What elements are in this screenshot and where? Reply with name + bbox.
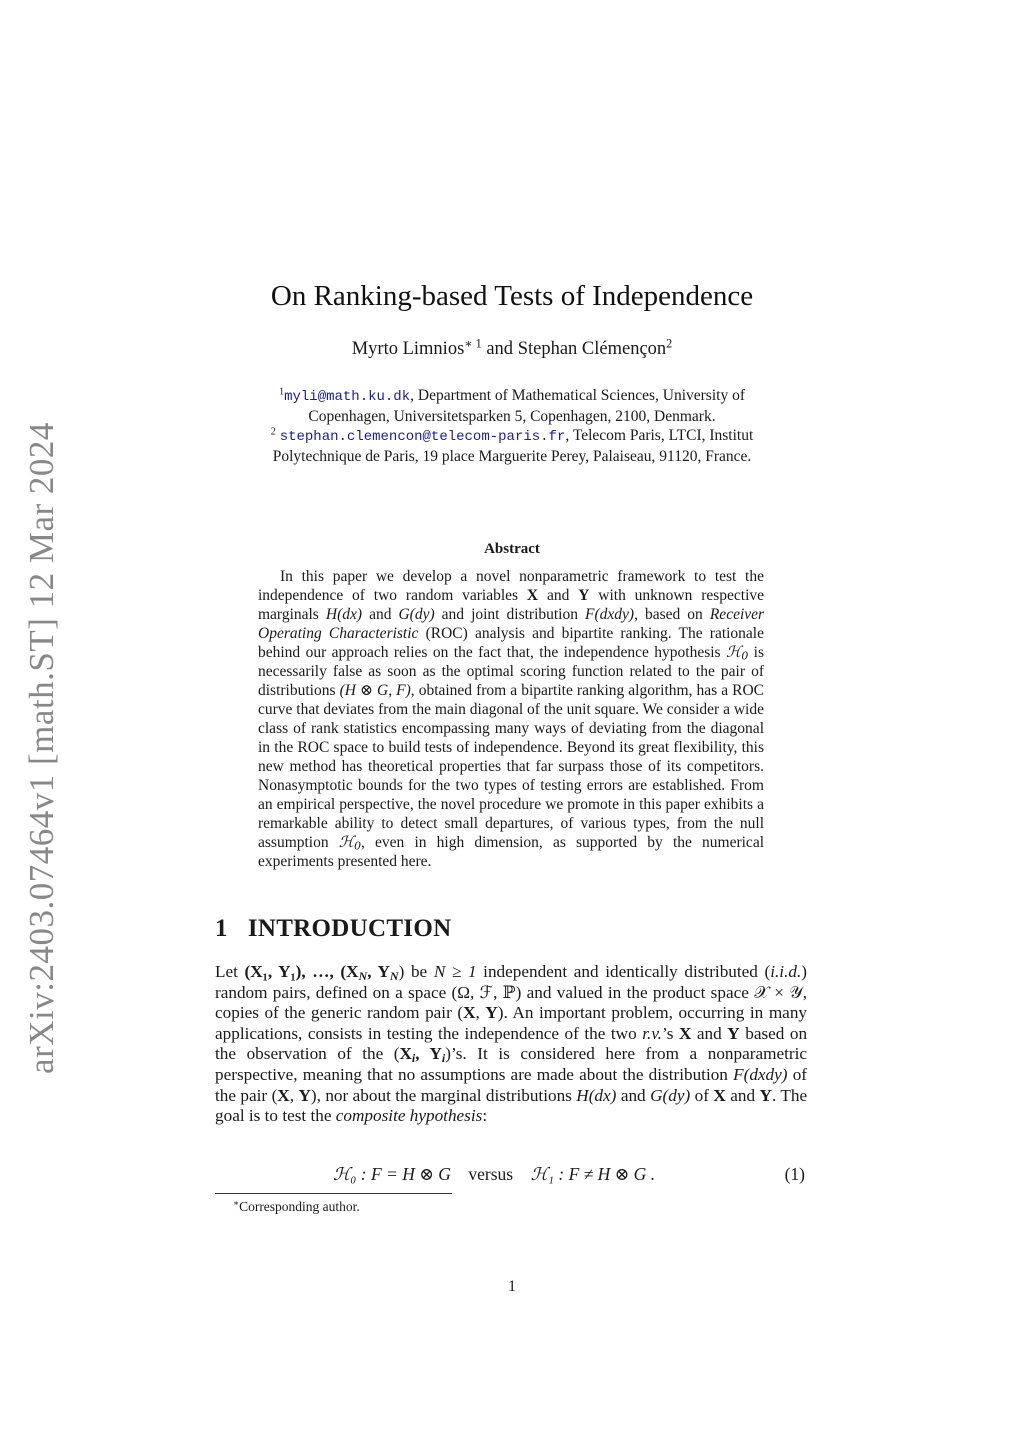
equation-number: (1) bbox=[784, 1164, 805, 1184]
intro-segment: of the pair ( bbox=[215, 1064, 808, 1105]
math-gdy: G(dy) bbox=[650, 1085, 691, 1105]
var-x: X bbox=[277, 1085, 290, 1105]
intro-segment: and bbox=[620, 1085, 646, 1105]
intro-segment: and bbox=[696, 1023, 722, 1043]
abstract-segment: and bbox=[546, 587, 570, 604]
affiliation-1-address: Copenhagen, Universitetsparken 5, Copenhagen, 2100, Denmark. bbox=[308, 408, 716, 425]
affiliation-2-email-link[interactable]: stephan.clemencon@telecom-paris.fr bbox=[279, 429, 566, 445]
author-line bbox=[0, 336, 1024, 360]
footnote-divider bbox=[215, 1193, 452, 1194]
affiliation-2 bbox=[212, 426, 812, 466]
abstract-segment: is necessarily false as soon as the optimal scoring function related to the pair of distributions bbox=[258, 644, 765, 699]
section-title: INTRODUCTION bbox=[247, 915, 452, 942]
intro-segment: ’s bbox=[661, 1023, 674, 1043]
math-n-ge-1: N ≥ 1 bbox=[433, 962, 477, 981]
abstract-segment: with unknown respective marginals bbox=[258, 587, 765, 623]
intro-segment: : bbox=[482, 1106, 488, 1126]
math-h0 bbox=[339, 833, 361, 851]
abstract-segment: , obtained from a bipartite ranking algorithm, has a ROC curve that deviates from the main diagonal of the unit square. We consider a wide class of rank statistics encompassing many ways of deviating from the diagonal in the ROC space to build tests of independence. Beyond its great flexibility, this new method has theoretical properties that far surpass those of its competitors. Nonasymptotic bounds for the two types of testing errors are established. From an empirical perspective, the novel procedure we promote in this paper exhibits a remarkable ability to detect small departures, of various types, from the null assumption bbox=[258, 682, 765, 851]
math-hdx: H(dx) bbox=[576, 1085, 617, 1105]
paper-title: On Ranking-based Tests of Independence bbox=[270, 280, 754, 312]
intro-segment: of bbox=[694, 1085, 709, 1105]
affiliation-2-address: Polytechnique de Paris, 19 place Marguerite Perey, Palaiseau, 91120, France. bbox=[272, 448, 752, 465]
author-conjunction: and bbox=[486, 339, 514, 359]
author-1-marks: ∗ 1 bbox=[464, 336, 482, 351]
subscript-n: N bbox=[389, 969, 399, 983]
page-number: 1 bbox=[508, 1278, 516, 1295]
abstract-segment: (ROC) analysis and bipartite ranking. The rationale behind our approach relies on the fact that, the independence hypothesis bbox=[258, 625, 764, 661]
intro-segment: . The goal is to test the bbox=[215, 1085, 808, 1126]
affiliations-block bbox=[212, 386, 812, 466]
author-2-mark: 2 bbox=[666, 336, 673, 351]
math-fdxdy: F(dxdy) bbox=[733, 1064, 788, 1084]
abstract-text bbox=[258, 567, 764, 871]
rv-term: r.v. bbox=[642, 1023, 662, 1043]
var-x: X bbox=[526, 587, 539, 604]
iid-term: i.i.d. bbox=[770, 962, 802, 981]
subscript-n: N bbox=[358, 969, 368, 983]
introduction-paragraph: Let (X₁, Y₁), …, ($X_N$, $Y_N$) be N ≥ 1 independent and identically distributed (i.i.d.) random pairs, defined on a space (Ω, ℱ, ℙ) and valued in the product space 𝒳 × 𝒴, copies of the generic random pair (X, Y). An important problem, occurring in many applications, consists in testing the independence of the two r.v.’s X and Y based on the observation of the ($X_i$, $Y_i)’s$. It is considered here from a nonparametric perspective, meaning that no assumptions are made about the distribution F(dxdy) of the pair (X, Y), nor about the marginal distributions H(dx) and G(dy) of X and Y. The goal is to test the composite hypothesis: bbox=[215, 962, 808, 1126]
composite-hypothesis-term: composite hypothesis bbox=[335, 1106, 483, 1126]
var-y: Y bbox=[727, 1023, 740, 1043]
var-y: Y bbox=[485, 1003, 498, 1023]
var-x: X bbox=[713, 1085, 726, 1105]
intro-segment: and bbox=[730, 1085, 756, 1105]
math-gdy: G(dy) bbox=[398, 606, 435, 623]
abstract-segment: and joint distribution bbox=[441, 606, 578, 623]
abstract-segment: and bbox=[369, 606, 392, 623]
math-h0-symbol: ℋ bbox=[726, 643, 742, 661]
arxiv-identifier-stamp: arXiv:2403.07464v1 [math.ST] 12 Mar 2024 bbox=[22, 422, 61, 1074]
affiliation-1-text: , Department of Mathematical Sciences, University of bbox=[410, 387, 745, 404]
intro-segment: ). An important problem, occurring in many applications, consists in testing the independence of the two bbox=[215, 1003, 808, 1043]
section-heading bbox=[215, 915, 451, 943]
var-y: Y bbox=[298, 1085, 311, 1105]
math-h0-subscript: 0 bbox=[741, 649, 749, 663]
section-number: 1 bbox=[215, 915, 228, 942]
math-h0 bbox=[726, 643, 748, 661]
affiliation-1-mark: 1 bbox=[278, 386, 285, 398]
equation-body bbox=[333, 1164, 655, 1185]
roc-term: Receiver Operating Characteristic bbox=[258, 606, 765, 642]
math-pairs bbox=[245, 962, 399, 981]
affiliation-2-mark: 2 bbox=[270, 426, 276, 438]
author-1-name: Myrto Limnios bbox=[351, 339, 465, 359]
intro-segment: ), nor about the marginal distributions bbox=[310, 1085, 572, 1105]
abstract-segment: In this paper we develop a novel nonparametric framework to test the independence of two random variables bbox=[258, 568, 764, 604]
footnote-mark: ∗ bbox=[233, 1198, 240, 1209]
math-pair: (H ⊗ G, F) bbox=[339, 682, 411, 699]
math-fdxdy: F(dxdy) bbox=[585, 606, 635, 623]
math-pairs-y: , Y bbox=[367, 962, 390, 981]
var-x: X bbox=[463, 1003, 476, 1023]
intro-segment: independent and identically distributed ( bbox=[483, 962, 771, 981]
abstract-segment: , even in high dimension, as supported by the numerical experiments presented here. bbox=[258, 834, 765, 870]
intro-segment: Let bbox=[215, 962, 238, 981]
affiliation-2-text: , Telecom Paris, LTCI, Institut bbox=[565, 427, 754, 444]
var-y: Y bbox=[759, 1085, 772, 1105]
math-hdx: H(dx) bbox=[325, 606, 363, 623]
abstract-heading: Abstract bbox=[484, 541, 540, 557]
footnote-text: Corresponding author. bbox=[239, 1199, 360, 1214]
var-y: Y bbox=[578, 587, 590, 604]
footnote bbox=[233, 1199, 360, 1215]
var-x: X bbox=[678, 1023, 692, 1043]
math-h0-symbol: ℋ bbox=[338, 833, 355, 851]
author-2-name: Stephan Clémençon bbox=[517, 339, 667, 359]
affiliation-1 bbox=[212, 386, 812, 426]
intro-segment: )’s. It is considered here from a nonparametric perspective, meaning that no assumptions are made about the distribution bbox=[215, 1044, 807, 1084]
equation-versus: versus bbox=[468, 1164, 514, 1184]
intro-segment: ) be bbox=[398, 962, 428, 981]
equation-rhs: ℋ₁ : F ≠ H ⊗ G . bbox=[530, 1164, 656, 1184]
intro-segment: based on the observation of the ( bbox=[215, 1023, 808, 1064]
abstract-segment: , based on bbox=[634, 606, 703, 623]
equation-lhs: ℋ₀ : F = H ⊗ G bbox=[333, 1164, 451, 1184]
math-h0-subscript: 0 bbox=[354, 839, 362, 853]
intro-segment: ) random pairs, defined on a space (Ω, ℱ, ℙ) and valued in the product space 𝒳 × 𝒴, copies of the generic random pair ( bbox=[215, 962, 808, 1023]
math-pairs-text: (X₁, Y₁), …, (X bbox=[244, 962, 359, 981]
affiliation-1-email-link[interactable]: myli@math.ku.dk bbox=[284, 389, 411, 405]
